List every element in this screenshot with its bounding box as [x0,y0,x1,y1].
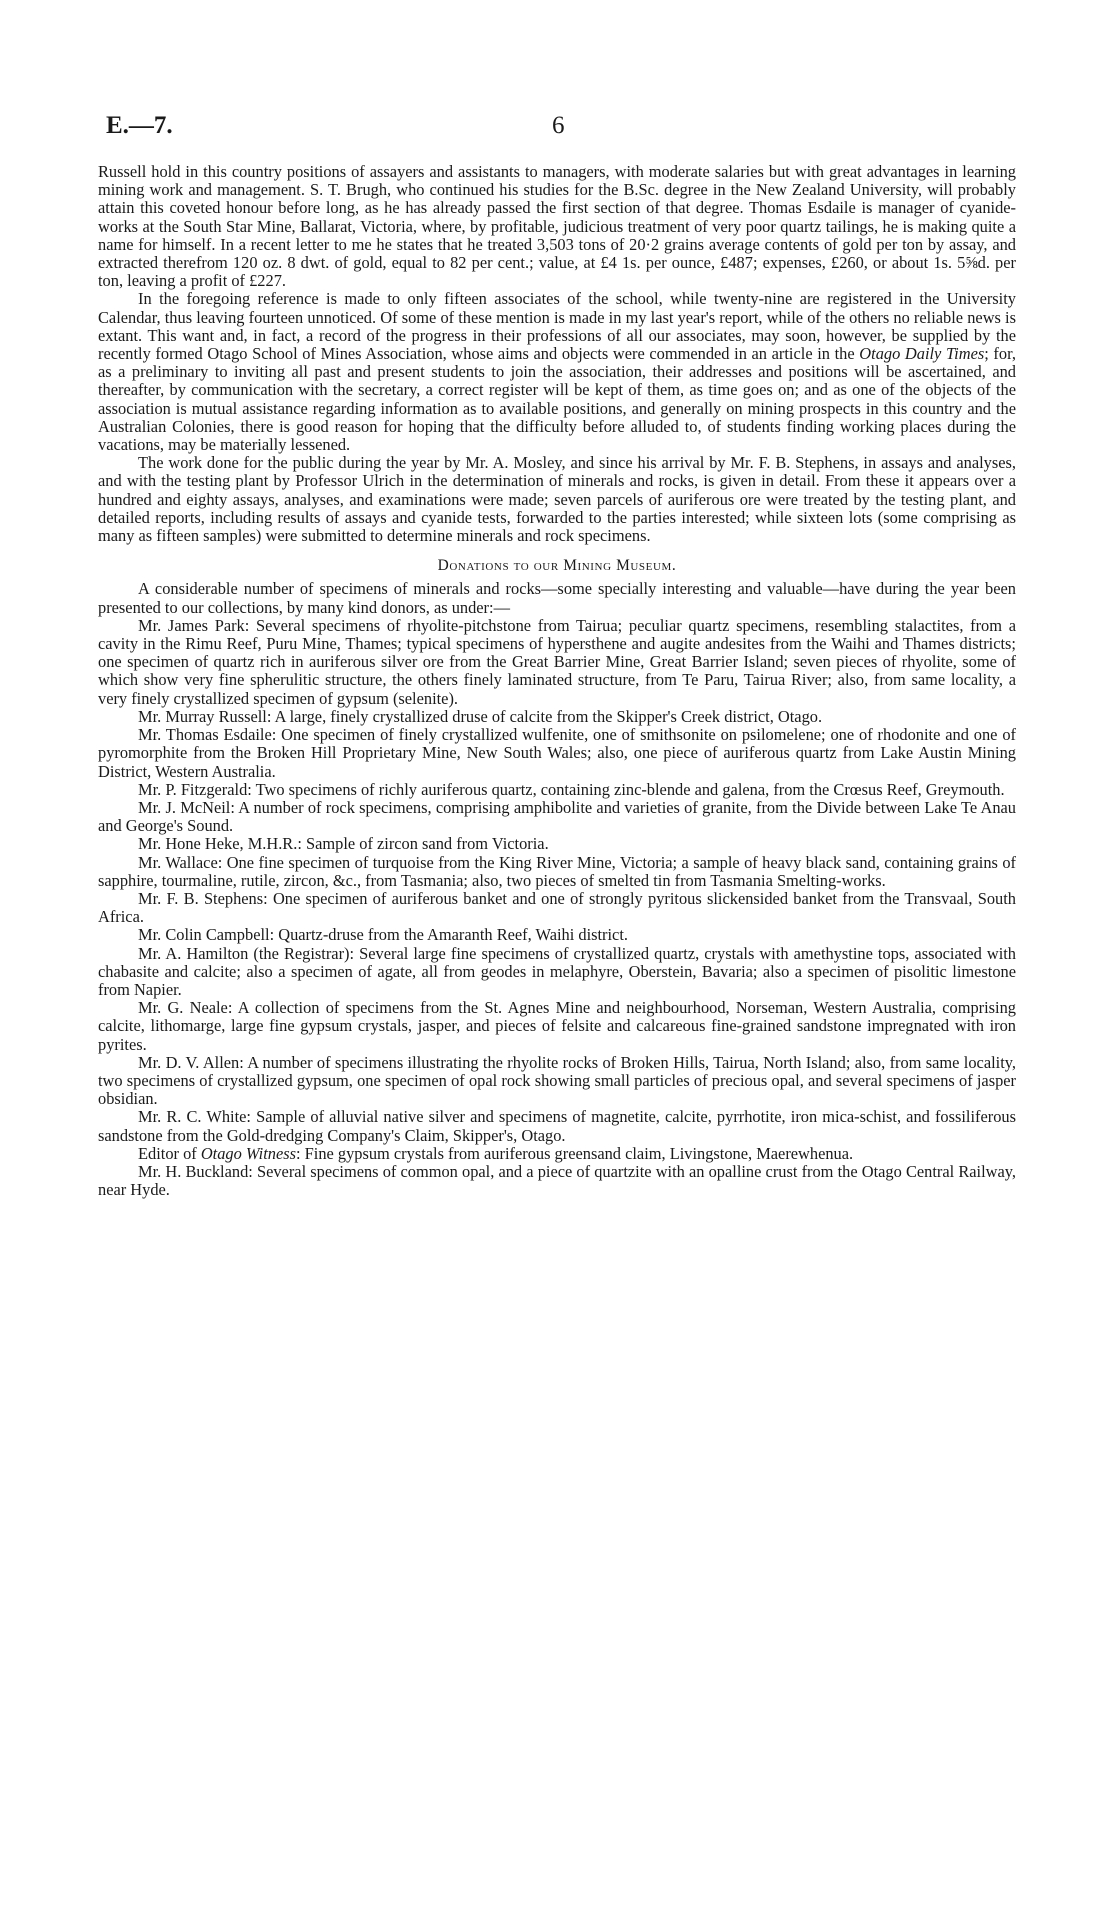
donor-entry: Mr. A. Hamilton (the Registrar): Several large fine specimens of crystallized quartz, crystals with amethystine tops, associated with chabasite and calcite; also a specimen of agate, all from geodes in melaphyre, Oberstein, Bavaria; also a specimen of pisolitic limestone from Napier. [98,943,1016,999]
document-code: E.—7. [106,112,173,139]
page-number: 6 [552,112,565,139]
donor-entry: Mr. Colin Campbell: Quartz-druse from the Amaranth Reef, Waihi district. [138,925,628,945]
page-body [98,163,1016,1199]
donor-entry: Mr. James Park: Several specimens of rhyolite-pitchstone from Tairua; peculiar quartz specimens, resembling stalactites, from a cavity in the Rimu Reef, Puru Mine, Thames; typical specimens of hypersthene and augite andesites from the Waihi and Thames districts; one specimen of quartz rich in auriferous silver ore from the Great Barrier Mine, Great Barrier Island; seven pieces of rhyolite, some of which show very fine spherulitic structure, the others finely laminated structure, from Te Paru, Tairua River; also, from same locality, a very finely crystallized specimen of gypsum (selenite). [98,615,1016,708]
body-paragraph: In the foregoing reference is made to only fifteen associates of the school, while twenty-nine are registered in the University Calendar, thus leaving fourteen unnoticed. Of some of these mention is made in my last year's report, while of the others no reliable news is extant. This want and, in fact, a record of the progress in their professions of all our associates, may soon, however, be supplied by the recently formed Otago School of Mines Association, whose aims and objects were commended in an article in the Otago Daily Times; for, as a preliminary to inviting all past and present students to join the association, their addresses and positions will be ascertained, and thereafter, by communication with the secretary, a correct register will be kept of them, as time goes on; and as one of the objects of the association is mutual assistance regarding information as to available positions, and generally on mining prospects in this country and the Australian Colonies, there is good reason for hoping that the difficulty before alluded to, of students finding working places during the vacations, may be materially lessened. [98,289,1016,455]
donor-entry: Mr. F. B. Stephens: One specimen of auriferous banket and one of strongly pyritous slickensided banket from the Transvaal, South Africa. [98,888,1016,927]
donor-entry: Mr. H. Buckland: Several specimens of common opal, and a piece of quartzite with an opalline crust from the Otago Central Railway, near Hyde. [98,1161,1016,1200]
donor-entry: Mr. Murray Russell: A large, finely crystallized druse of calcite from the Skipper's Creek district, Otago. [138,706,823,726]
donor-entry: Mr. D. V. Allen: A number of specimens illustrating the rhyolite rocks of Broken Hills, Tairua, North Island; also, from same locality, two specimens of crystallized gypsum, one specimen of opal rock showing small particles of precious opal, and several specimens of jasper obsidian. [98,1052,1016,1109]
donor-entry: Mr. Thomas Esdaile: One specimen of finely crystallized wulfenite, one of smithsonite on psilomelene; one of rhodonite and one of pyromorphite from the Broken Hill Proprietary Mine, New South Wales; also, one piece of auriferous quartz from Lake Austin Mining District, Western Australia. [98,725,1016,781]
donor-entry: Mr. J. McNeil: A number of rock specimens, comprising amphibolite and varieties of granite, from the Divide between Lake Te Anau and George's Sound. [98,797,1016,836]
body-paragraph: Russell hold in this country positions of assayers and assistants to managers, with moderate salaries but with great advantages in learning mining work and management. S. T. Brugh, who continued his studies for the B.Sc. degree in the New Zealand University, will probably attain this coveted honour before long, as he has already passed the first section of that degree. Thomas Esdaile is manager of cyanide-works at the South Star Mine, Ballarat, Victoria, where, by profitable, judicious treatment of very poor quartz tailings, he is making quite a name for himself. In a recent letter to me he states that he treated 3,503 tons of 20·2 grains average contents of gold per ton by assay, and extracted therefrom 120 oz. 8 dwt. of gold, equal to 82 per cent.; value, at £4 1s. per ounce, £487; expenses, £260, or about 1s. 5⅝d. per ton, leaving a profit of £227. [98,162,1016,291]
donor-entry: Mr. P. Fitzgerald: Two specimens of richly auriferous quartz, containing zinc-blende and galena, from the Crœsus Reef, Greymouth. [138,779,1005,799]
donor-entry: Editor of Otago Witness: Fine gypsum crystals from auriferous greensand claim, Livingstone, Maerewhenua. [138,1143,854,1163]
body-paragraph: The work done for the public during the year by Mr. A. Mosley, and since his arrival by Mr. F. B. Stephens, in assays and analyses, and with the testing plant by Professor Ulrich in the determination of minerals and rocks, is given in detail. From these it appears over a hundred and eighty assays, analyses, and examinations were made; seven parcels of auriferous ore were treated by the testing plant, and detailed reports, including results of assays and cyanide tests, forwarded to the parties interested; while sixteen lots (some comprising as many as fifteen samples) were submitted to determine minerals and rock specimens. [98,453,1016,546]
donor-entry: Mr. Hone Heke, M.H.R.: Sample of zircon sand from Victoria. [138,834,549,854]
body-paragraph: A considerable number of specimens of minerals and rocks—some specially interesting and valuable—have during the year been presented to our collections, by many kind donors, as under:— [98,579,1016,617]
section-heading: Donations to our Mining Museum. [437,557,677,575]
page-header [106,112,1012,142]
donor-entry: Mr. Wallace: One fine specimen of turquoise from the King River Mine, Victoria; a sample of heavy black sand, containing grains of sapphire, tourmaline, rutile, zircon, &c., from Tasmania; also, two pieces of smelted tin from Tasmania Smelting-works. [98,852,1016,890]
donor-entry: Mr. G. Neale: A collection of specimens from the St. Agnes Mine and neighbourhood, Norseman, Western Australia, comprising calcite, lithomarge, large fine gypsum crystals, jasper, and pieces of felsite and calcareous fine-grained sandstone impregnated with iron pyrites. [98,998,1016,1054]
donor-entry: Mr. R. C. White: Sample of alluvial native silver and specimens of magnetite, calcite, pyrrhotite, iron mica-schist, and fossiliferous sandstone from the Gold-dredging Company's Claim, Skipper's, Otago. [98,1107,1016,1145]
